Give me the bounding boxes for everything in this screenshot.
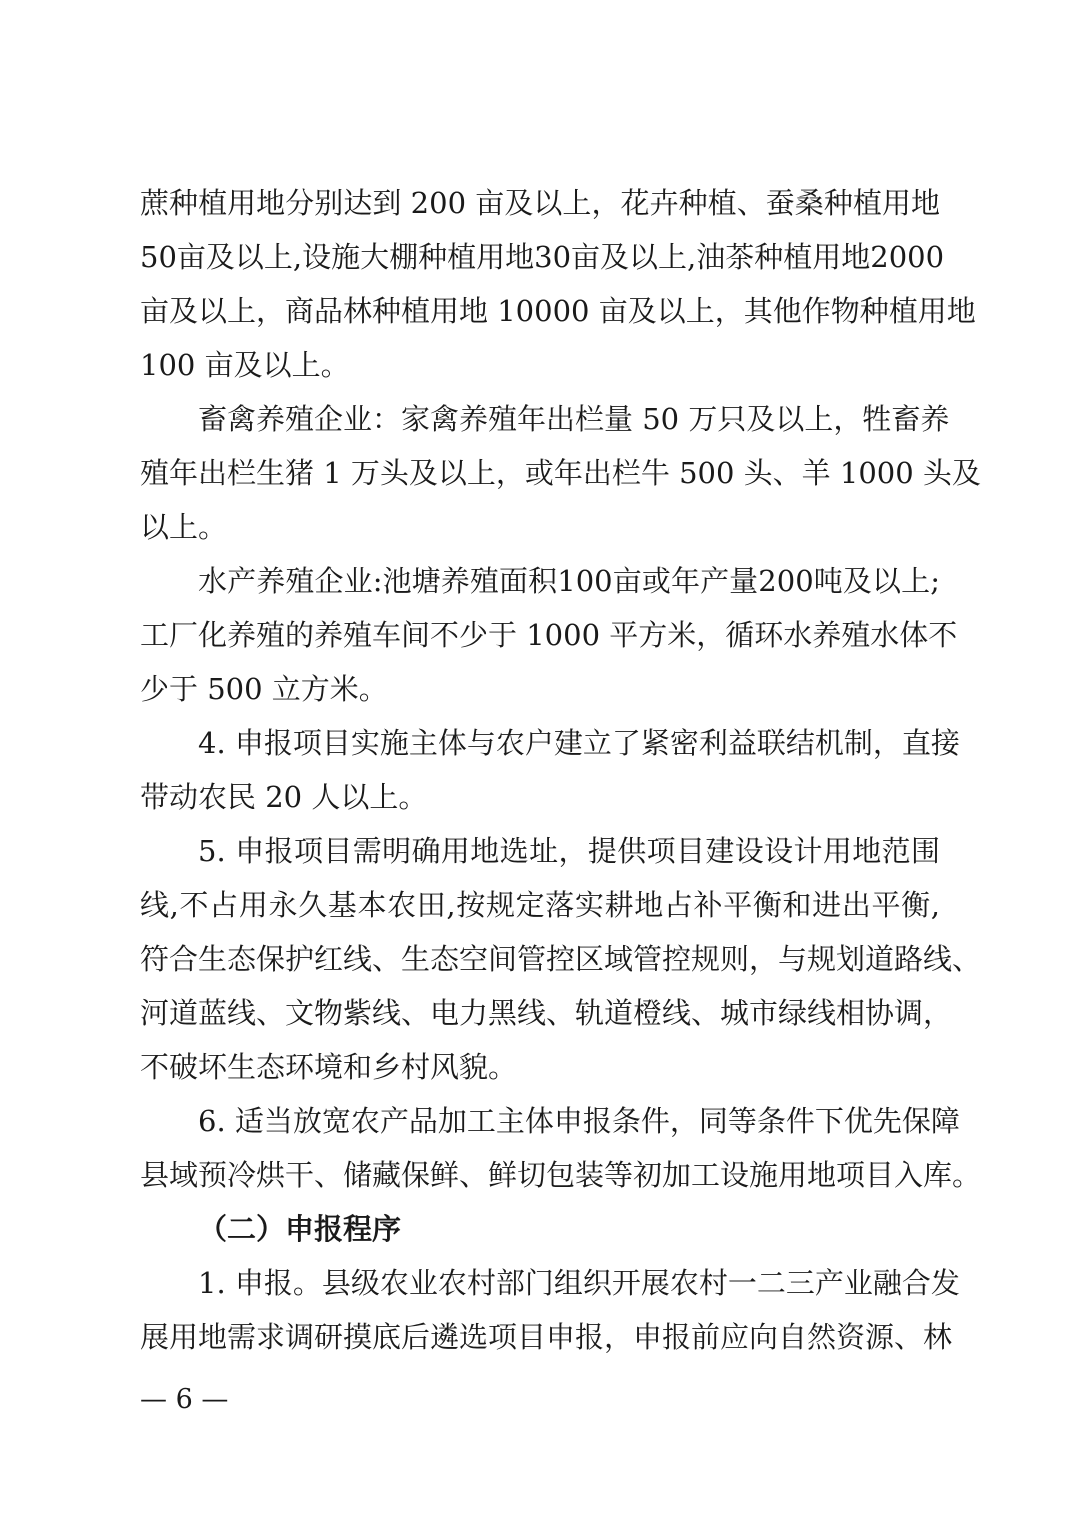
paragraph-line: 符合生态保护红线、生态空间管控区域管控规则，与规划道路线、 xyxy=(140,942,982,976)
paragraph-line: 水产养殖企业:池塘养殖面积100亩或年产量200吨及以上; xyxy=(198,564,940,598)
paragraph-line: 工厂化养殖的养殖车间不少于 1000 平方米，循环水养殖水体不 xyxy=(140,618,958,652)
paragraph-line: 4. 申报项目实施主体与农户建立了紧密利益联结机制，直接 xyxy=(198,726,960,760)
section-heading: （二）申报程序 xyxy=(198,1212,402,1246)
paragraph-line: 带动农民 20 人以上。 xyxy=(140,780,428,814)
paragraph-line: 以上。 xyxy=(140,510,228,544)
paragraph-line: 畜禽养殖企业：家禽养殖年出栏量 50 万只及以上，牲畜养 xyxy=(198,402,950,436)
page-number: — 6 — xyxy=(140,1384,229,1415)
paragraph-line: 县域预冷烘干、储藏保鲜、鲜切包装等初加工设施用地项目入库。 xyxy=(140,1158,982,1192)
paragraph-line: 50亩及以上,设施大棚种植用地30亩及以上,油茶种植用地2000 xyxy=(140,240,945,274)
paragraph-line: 少于 500 立方米。 xyxy=(140,672,388,706)
paragraph-line: 1. 申报。县级农业农村部门组织开展农村一二三产业融合发 xyxy=(198,1266,960,1300)
paragraph-line: 不破坏生态环境和乡村风貌。 xyxy=(140,1050,518,1084)
paragraph-line: 线,不占用永久基本农田,按规定落实耕地占补平衡和进出平衡, xyxy=(140,888,940,922)
paragraph-line: 100 亩及以上。 xyxy=(140,348,350,382)
paragraph-line: 5. 申报项目需明确用地选址，提供项目建设设计用地范围 xyxy=(198,834,940,868)
paragraph-line: 河道蓝线、文物紫线、电力黑线、轨道橙线、城市绿线相协调， xyxy=(140,996,953,1030)
paragraph-line: 展用地需求调研摸底后遴选项目申报，申报前应向自然资源、林 xyxy=(140,1320,953,1354)
paragraph-line: 殖年出栏生猪 1 万头及以上，或年出栏牛 500 头、羊 1000 头及 xyxy=(140,456,981,490)
paragraph-line: 蔗种植用地分别达到 200 亩及以上，花卉种植、蚕桑种植用地 xyxy=(140,186,940,220)
paragraph-line: 6. 适当放宽农产品加工主体申报条件，同等条件下优先保障 xyxy=(198,1104,960,1138)
paragraph-line: 亩及以上，商品林种植用地 10000 亩及以上，其他作物种植用地 xyxy=(140,294,976,328)
